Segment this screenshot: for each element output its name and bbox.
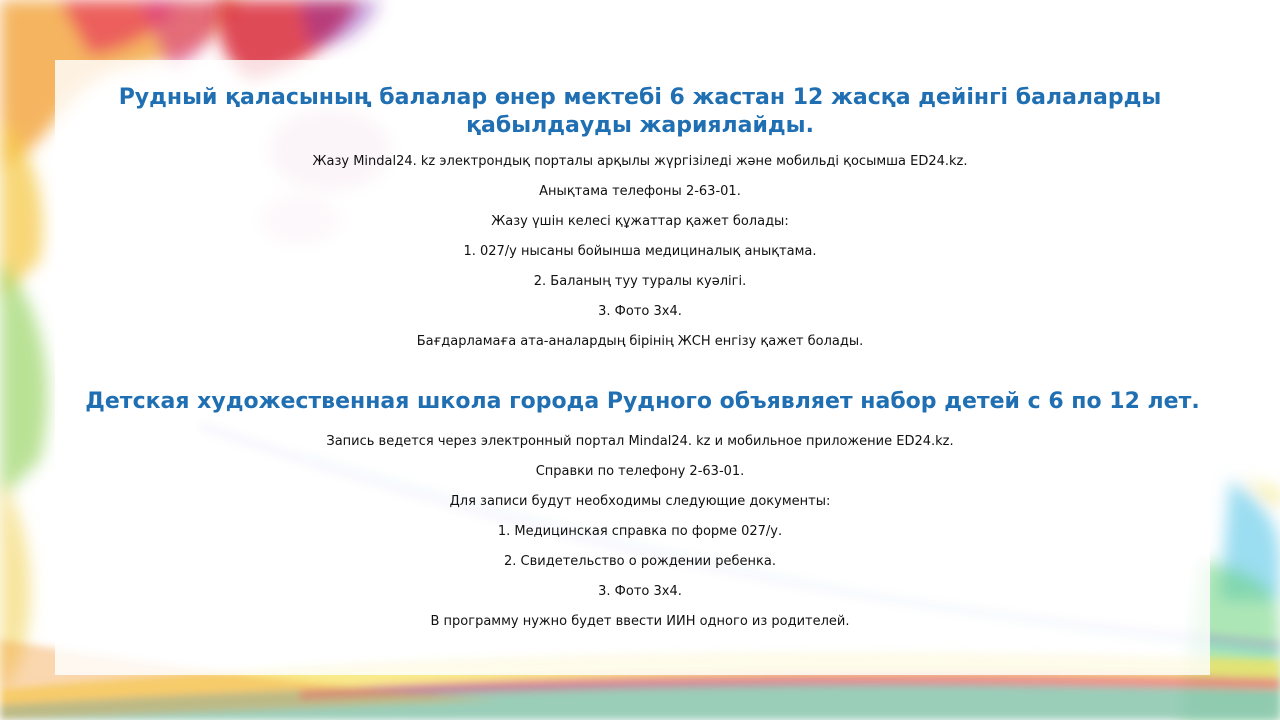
russian-line: 3. Фото 3х4. — [598, 584, 682, 599]
russian-line: 2. Свидетельство о рождении ребенка. — [504, 554, 776, 569]
kazakh-line: Жазу Mindal24. kz электрондық порталы арқылы жүргізіледі және мобильді қосымша ED24.kz. — [312, 154, 968, 169]
kazakh-details — [100, 147, 1180, 357]
russian-line: В программу нужно будет ввести ИИН одного из родителей. — [430, 614, 850, 629]
russian-title: Детская художественная школа города Рудного объявляет набор детей с 6 по 12 лет. — [85, 389, 1200, 414]
kazakh-line: Жазу үшін келесі құжаттар қажет болады: — [491, 214, 789, 229]
russian-line: Справки по телефону 2-63-01. — [535, 464, 745, 479]
kazakh-line: 3. Фото 3х4. — [598, 304, 682, 319]
kazakh-line: Анықтама телефоны 2-63-01. — [539, 184, 741, 199]
russian-details — [100, 427, 1180, 637]
kazakh-title: Рудный қаласының балалар өнер мектебі 6 жастан 12 жасқа дейінгі балаларды қабылдауды жариялайды. — [118, 85, 1162, 138]
kazakh-line: 2. Баланың туу туралы куәлігі. — [533, 274, 747, 289]
russian-line: Запись ведется через электронный портал Mindal24. kz и мобильное приложение ED24.kz. — [326, 434, 954, 449]
kazakh-line: 1. 027/у нысаны бойынша медициналық анықтама. — [463, 244, 817, 259]
russian-line: 1. Медицинская справка по форме 027/у. — [497, 524, 783, 539]
russian-line: Для записи будут необходимы следующие документы: — [449, 494, 831, 509]
kazakh-line: Бағдарламаға ата-аналардың бірінің ЖСН енгізу қажет болады. — [416, 334, 864, 349]
